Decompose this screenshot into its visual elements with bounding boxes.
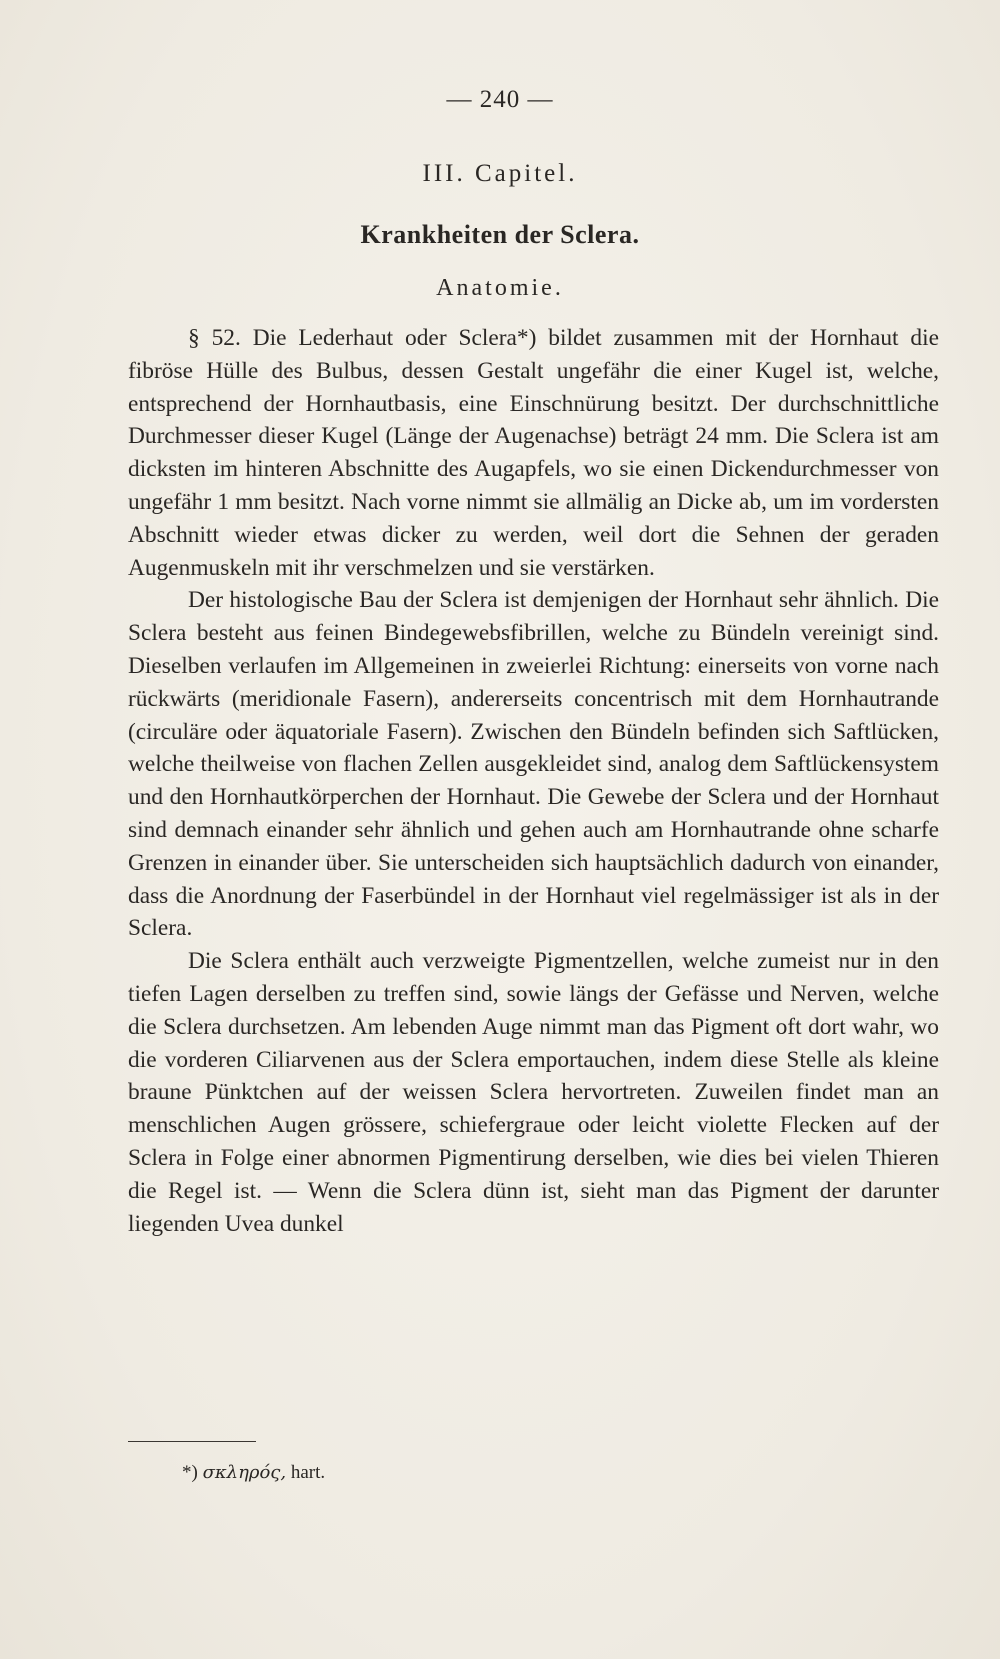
paragraph-3: Die Sclera enthält auch verzweigte Pigmentzellen, welche zumeist nur in den tiefen Lagen derselben zu treffen sind, sowie längs der Gefässe und Nerven, welche die Sclera durchsetzen. Am lebenden Auge nimmt man das Pigment oft dort wahr, wo die vorderen Ciliarvenen aus der Sclera emportauchen, indem diese Stelle als kleine braune Pünktchen auf der weissen Sclera hervortreten. Zuweilen findet man an menschlichen Augen grössere, schiefergraue oder leicht violette Flecken auf der Sclera in Folge einer abnormen Pigmentirung derselben, wie dies bei vielen Thieren die Regel ist. — Wenn die Sclera dünn ist, sieht man das Pigment der darunter liegenden Uvea dunkel xyxy=(128,948,939,1237)
footnote xyxy=(182,1462,325,1484)
footnote-text: hart. xyxy=(290,1462,326,1483)
body-text xyxy=(128,322,939,1240)
chapter-title: Krankheiten der Sclera. xyxy=(360,220,640,249)
paragraph-2: Der histologische Bau der Sclera ist demjenigen der Hornhaut sehr ähnlich. Die Sclera besteht aus feinen Bindegewebsfibrillen, welche zu Bündeln vereinigt sind. Dieselben verlaufen im Allgemeinen in zweierlei Richtung: einerseits von vorne nach rückwärts (meridionale Fasern), andererseits concentrisch mit dem Hornhautrande (circuläre oder äquatoriale Fasern). Zwischen den Bündeln befinden sich Saftlücken, welche theilweise von flachen Zellen ausgekleidet sind, analog dem Saftlückensystem und den Hornhautkörperchen der Hornhaut. Die Gewebe der Sclera und der Hornhaut sind demnach einander sehr ähnlich und gehen auch am Hornhautrande ohne scharfe Grenzen in einander über. Sie unterscheiden sich hauptsächlich dadurch von einander, dass die Anordnung der Faserbündel in der Hornhaut viel regelmässiger ist als in der Sclera. xyxy=(128,587,939,942)
footnote-marker: *) xyxy=(182,1462,198,1483)
page-number: — 240 — xyxy=(446,86,554,113)
paragraph-1: § 52. Die Lederhaut oder Sclera*) bildet zusammen mit der Hornhaut die fibröse Hülle des Bulbus, dessen Gestalt ungefähr die einer Kugel ist, welche, entsprechend der Hornhautbasis, eine Einschnürung besitzt. Der durchschnittliche Durchmesser dieser Kugel (Länge der Augenachse) beträgt 24 mm. Die Sclera ist am dicksten im hinteren Abschnitte des Augapfels, wo sie einen Dickendurchmesser von ungefähr 1 mm besitzt. Nach vorne nimmt sie allmälig an Dicke ab, um im vordersten Abschnitt wieder etwas dicker zu werden, weil dort die Sehnen der geraden Augenmuskeln mit ihr verschmelzen und sie verstärken. xyxy=(128,325,939,581)
footnote-greek-word: σκληρός, xyxy=(202,1462,287,1483)
footnote-divider xyxy=(128,1441,256,1442)
section-heading: Anatomie. xyxy=(436,275,564,301)
chapter-number: III. Capitel. xyxy=(422,160,578,187)
